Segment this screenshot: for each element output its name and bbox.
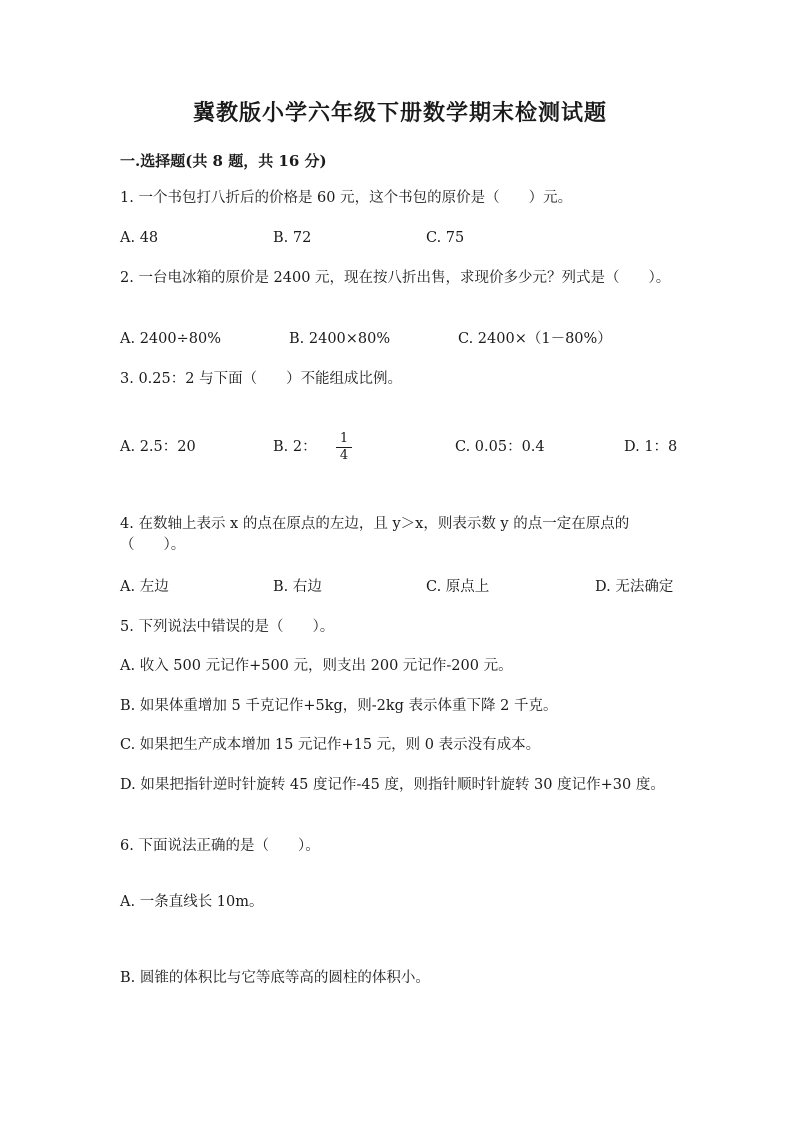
q1-option-c: C. 75 <box>426 230 465 246</box>
q4-option-b: B. 右边 <box>273 579 322 595</box>
question-2-stem: 2. 一台电冰箱的原价是 2400 元，现在按八折出售，求现价多少元？列式是（ ）。 <box>120 270 671 286</box>
question-5-stem: 5. 下列说法中错误的是（ ）。 <box>120 619 335 635</box>
fraction-denominator: 4 <box>339 448 349 463</box>
q6-option-a: A. 一条直线长 10m。 <box>120 894 264 910</box>
q2-option-b: B. 2400×80% <box>289 331 391 347</box>
question-3-stem: 3. 0.25：2 与下面（ ）不能组成比例。 <box>120 371 403 387</box>
page-title: 冀教版小学六年级下册数学期末检测试题 <box>192 100 607 126</box>
question-1-stem: 1. 一个书包打八折后的价格是 60 元，这个书包的原价是（ ）元。 <box>120 190 573 206</box>
q6-option-b: B. 圆锥的体积比与它等底等高的圆柱的体积小。 <box>120 970 430 986</box>
q3-option-d: D. 1：8 <box>624 439 678 455</box>
q4-option-d: D. 无法确定 <box>595 579 674 595</box>
q5-option-b: B. 如果体重增加 5 千克记作+5kg，则-2kg 表示体重下降 2 千克。 <box>120 698 558 714</box>
q5-option-d: D. 如果把指针逆时针旋转 45 度记作-45 度，则指针顺时针旋转 30 度记作+30 度。 <box>120 777 665 793</box>
question-6-stem: 6. 下面说法正确的是（ ）。 <box>120 838 320 854</box>
fraction-numerator: 1 <box>339 431 349 446</box>
q1-option-a: A. 48 <box>120 230 159 246</box>
q4-option-a: A. 左边 <box>120 579 169 595</box>
q3-option-a: A. 2.5：20 <box>120 439 196 455</box>
q2-option-c: C. 2400×（1－80%） <box>458 331 612 347</box>
q5-option-c: C. 如果把生产成本增加 15 元记作+15 元，则 0 表示没有成本。 <box>120 737 541 753</box>
q4-option-c: C. 原点上 <box>426 579 490 595</box>
q2-option-a: A. 2400÷80% <box>120 331 221 347</box>
q3-option-b: B. 2： <box>273 439 317 455</box>
q3-option-b-fraction <box>336 432 352 463</box>
q3-option-c: C. 0.05：0.4 <box>455 439 545 455</box>
q1-option-b: B. 72 <box>273 230 312 246</box>
q5-option-a: A. 收入 500 元记作+500 元，则支出 200 元记作-200 元。 <box>120 658 513 674</box>
question-4-stem: 4. 在数轴上表示 x 的点在原点的左边，且 y＞x，则表示数 y 的点一定在原点的（ ）。 <box>120 516 630 553</box>
section-heading: 一.选择题(共 8 题，共 16 分) <box>120 152 327 170</box>
